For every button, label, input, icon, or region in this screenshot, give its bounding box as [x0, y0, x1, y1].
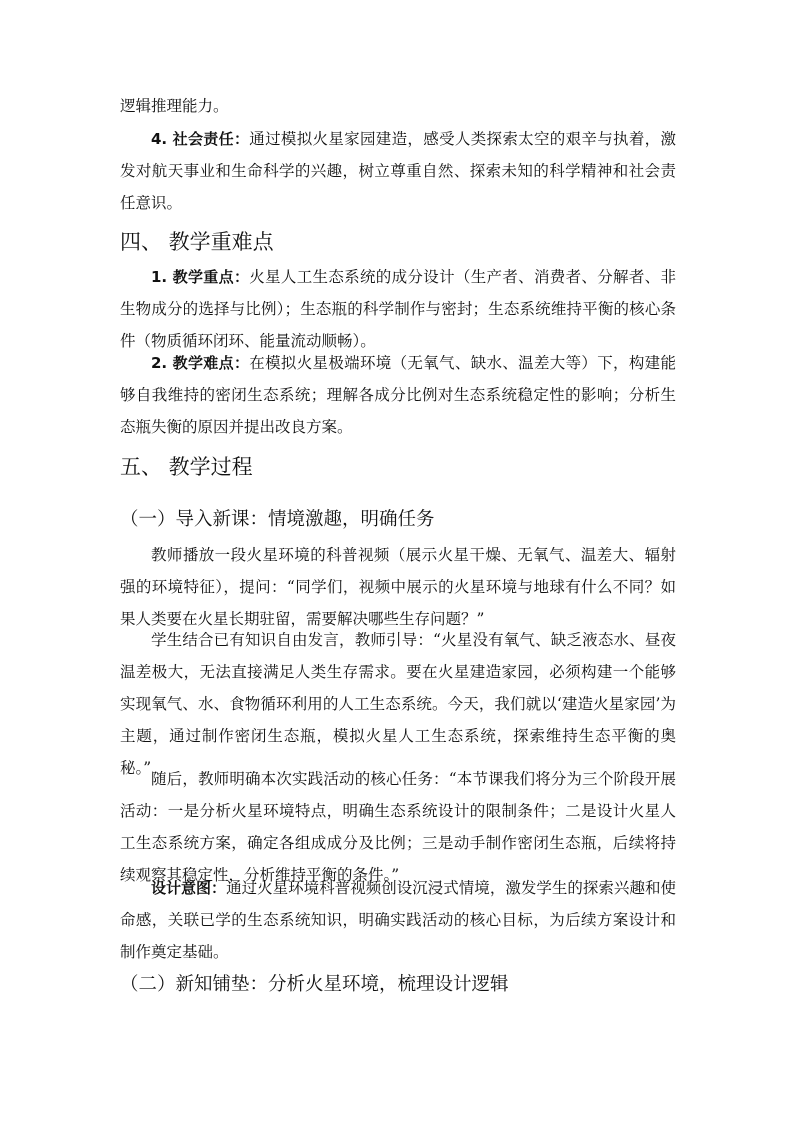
paragraph-teaching-difficulty	[120, 347, 676, 443]
paragraph-teaching-focus	[120, 261, 676, 357]
paragraph-text: 学生结合已有知识自由发言，教师引导：“火星没有氧气、缺乏液态水、昼夜温差极大，无法直接满足人类生存需求。要在火星建造家园，必须构建一个能够实现氧气、水、食物循环利用的人工生态系统。今天，我们就以‘建造火星家园’为主题，通过制作密闭生态瓶，模拟火星人工生态系统，探索维持生态平衡的奥秘。”	[120, 631, 676, 777]
subsection-heading-new-knowledge: （二）新知铺垫：分析火星环境，梳理设计逻辑	[120, 974, 509, 995]
paragraph-label: 2. 教学难点：	[151, 354, 250, 372]
paragraph-design-intent	[120, 872, 676, 968]
paragraph-student-discussion	[120, 624, 676, 784]
subsection-heading-introduction: （一）导入新课：情境激趣，明确任务	[120, 509, 435, 530]
paragraph-text: 在模拟火星极端环境（无氧气、缺水、温差大等）下，构建能够自我维持的密闭生态系统；理解各成分比例对生态系统稳定性的影响；分析生态瓶失衡的原因并提出改良方案。	[120, 354, 676, 436]
paragraph-text: 通过火星环境科普视频创设沉浸式情境，激发学生的探索兴趣和使命感，关联已学的生态系统知识，明确实践活动的核心目标，为后续方案设计和制作奠定基础。	[120, 879, 676, 961]
section-heading-teaching-process: 五、 教学过程	[120, 455, 253, 479]
paragraph-label: 4. 社会责任：	[151, 130, 250, 148]
paragraph-video-intro	[120, 539, 676, 635]
paragraph-text: 通过模拟火星家园建造，感受人类探索太空的艰辛与执着，激发对航天事业和生命科学的兴趣，树立尊重自然、探索未知的科学精神和社会责任意识。	[120, 130, 676, 212]
paragraph-label: 1. 教学重点：	[151, 268, 250, 286]
paragraph-social-responsibility	[120, 123, 676, 219]
section-heading-key-points: 四、 教学重难点	[120, 230, 274, 254]
paragraph-logic	[120, 90, 676, 122]
paragraph-text: 火星人工生态系统的成分设计（生产者、消费者、分解者、非生物成分的选择与比例）；生态瓶的科学制作与密封；生态系统维持平衡的核心条件（物质循环闭环、能量流动顺畅）。	[120, 268, 676, 350]
paragraph-text: 随后，教师明确本次实践活动的核心任务：“本节课我们将分为三个阶段开展活动：一是分析火星环境特点，明确生态系统设计的限制条件；二是设计火星人工生态系统方案，确定各组成成分及比例；三是动手制作密闭生态瓶，后续将持续观察其稳定性，分析维持平衡的条件。”	[120, 770, 676, 884]
paragraph-text: 教师播放一段火星环境的科普视频（展示火星干燥、无氧气、温差大、辐射强的环境特征），提问：“同学们，视频中展示的火星环境与地球有什么不同？如果人类要在火星长期驻留，需要解决哪些生存问题？”	[120, 546, 676, 628]
paragraph-label: 设计意图：	[151, 879, 227, 897]
paragraph-text: 逻辑推理能力。	[120, 97, 229, 115]
